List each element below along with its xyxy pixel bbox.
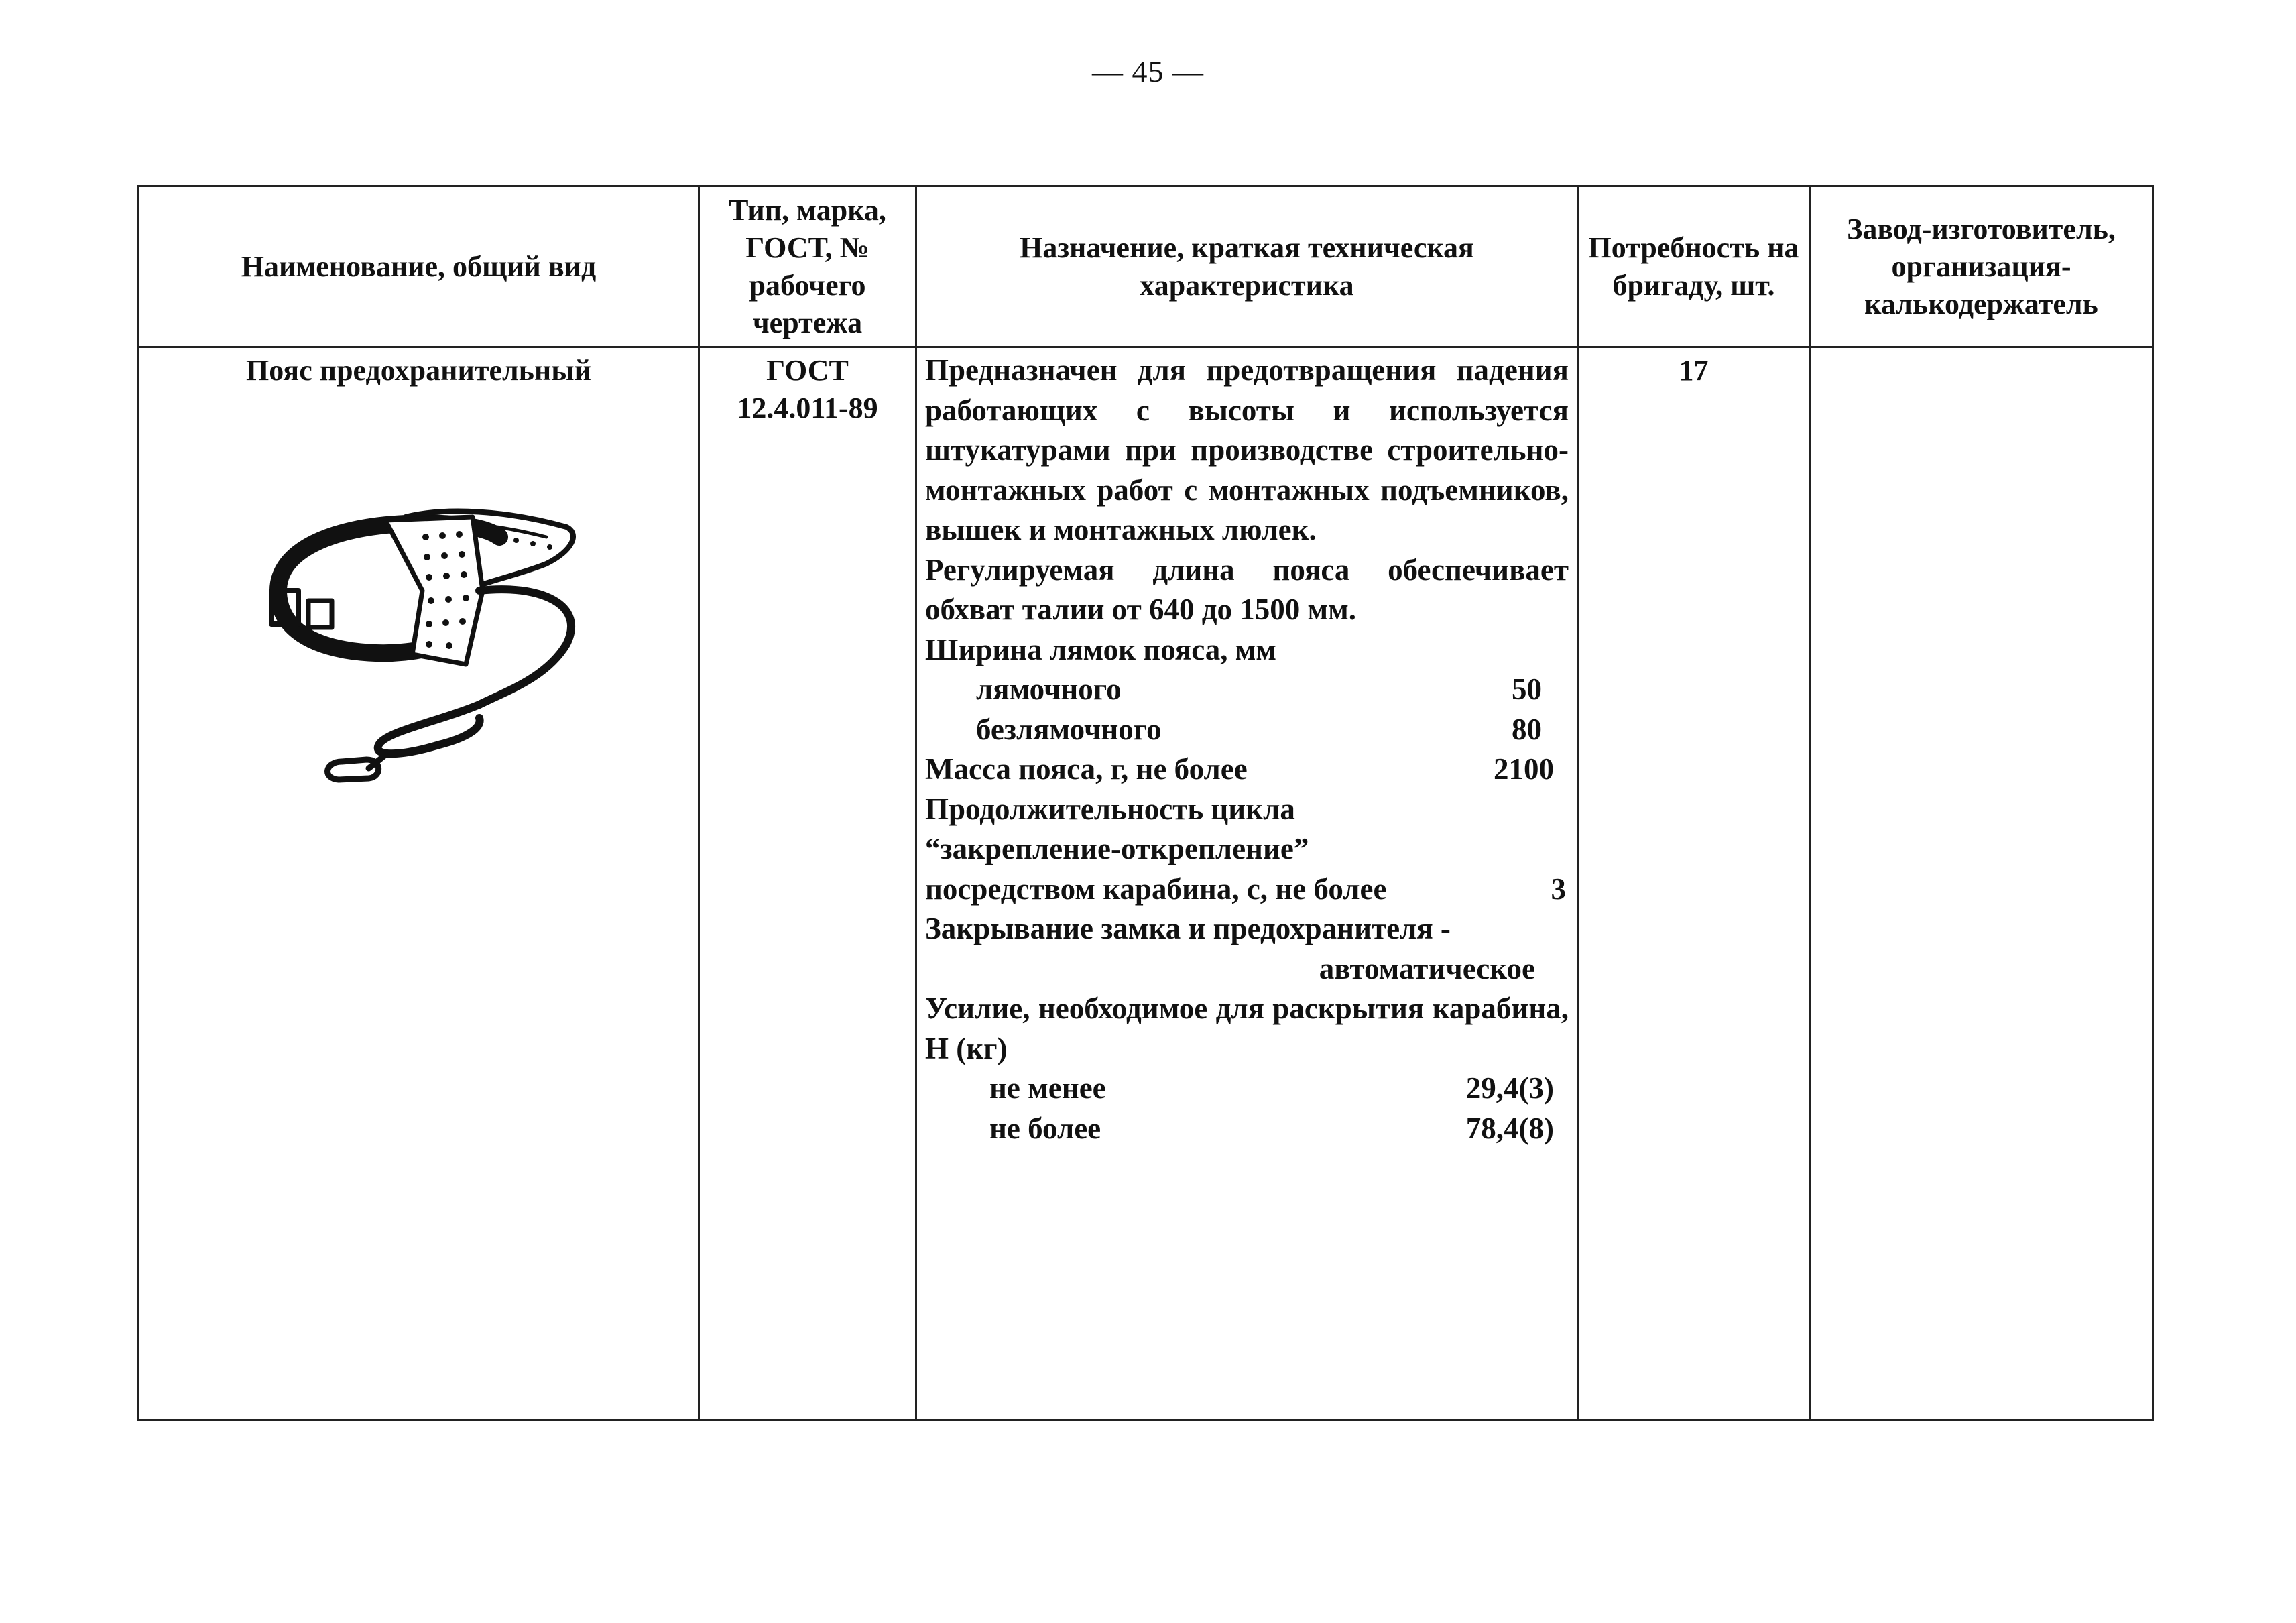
strap-width-item: лямочного 50 xyxy=(976,672,1542,706)
length-text: Регулируемая длина пояса обеспечивает обхват талии от 640 до 1500 мм. xyxy=(925,552,1569,626)
lock-line: Закрывание замка и предохранителя - xyxy=(925,912,1451,945)
cell-name xyxy=(139,347,699,1421)
force-item: не менее 29,4(3) xyxy=(989,1071,1554,1105)
strap-width-title: Ширина лямок пояса, мм xyxy=(925,632,1277,666)
safety-belt-illustration xyxy=(251,490,587,785)
force-item: не более 78,4(8) xyxy=(989,1111,1554,1145)
cycle-title: Продолжительность цикла xyxy=(925,792,1295,826)
cycle-subtitle: “закрепление-открепление” xyxy=(925,832,1309,865)
table-row xyxy=(139,347,2153,1421)
mass-line: Масса пояса, г, не более 2100 xyxy=(925,752,1554,786)
force-title: Усилие, необходимое для раскрытия карабина, Н (кг) xyxy=(925,991,1569,1065)
cell-need xyxy=(1578,347,1810,1421)
type-standard: ГОСТ xyxy=(766,354,849,387)
table-header-row xyxy=(139,186,2153,347)
purpose-text: Предназначен для предотвращения падения работающих с высоты и используется штукатурами при производстве строительно-монтажных работ с монтажных подъемников, вышек и монтажных люлек. xyxy=(925,353,1569,546)
header-type: Тип, марка, ГОСТ, № рабочего чертежа xyxy=(699,186,916,347)
header-manufacturer: Завод-изготовитель, организация-калькодержатель xyxy=(1810,186,2153,347)
need-value: 17 xyxy=(1679,354,1709,387)
page-number: — 45 — xyxy=(1092,54,1204,88)
cell-manufacturer xyxy=(1810,347,2153,1421)
cell-type xyxy=(699,347,916,1421)
cycle-line: посредством карабина, с, не более 3 xyxy=(925,871,1566,906)
header-name: Наименование, общий вид xyxy=(139,186,699,347)
equipment-table xyxy=(137,185,2154,1421)
lock-value: автоматическое xyxy=(1319,951,1535,985)
strap-width-item: безлямочного 80 xyxy=(976,712,1542,746)
cell-description xyxy=(916,347,1578,1421)
header-purpose: Назначение, краткая техническая характеристика xyxy=(916,186,1578,347)
header-need: Потребность на бригаду, шт. xyxy=(1578,186,1810,347)
type-number: 12.4.011-89 xyxy=(737,392,878,424)
item-name: Пояс предохранительный xyxy=(246,354,591,387)
